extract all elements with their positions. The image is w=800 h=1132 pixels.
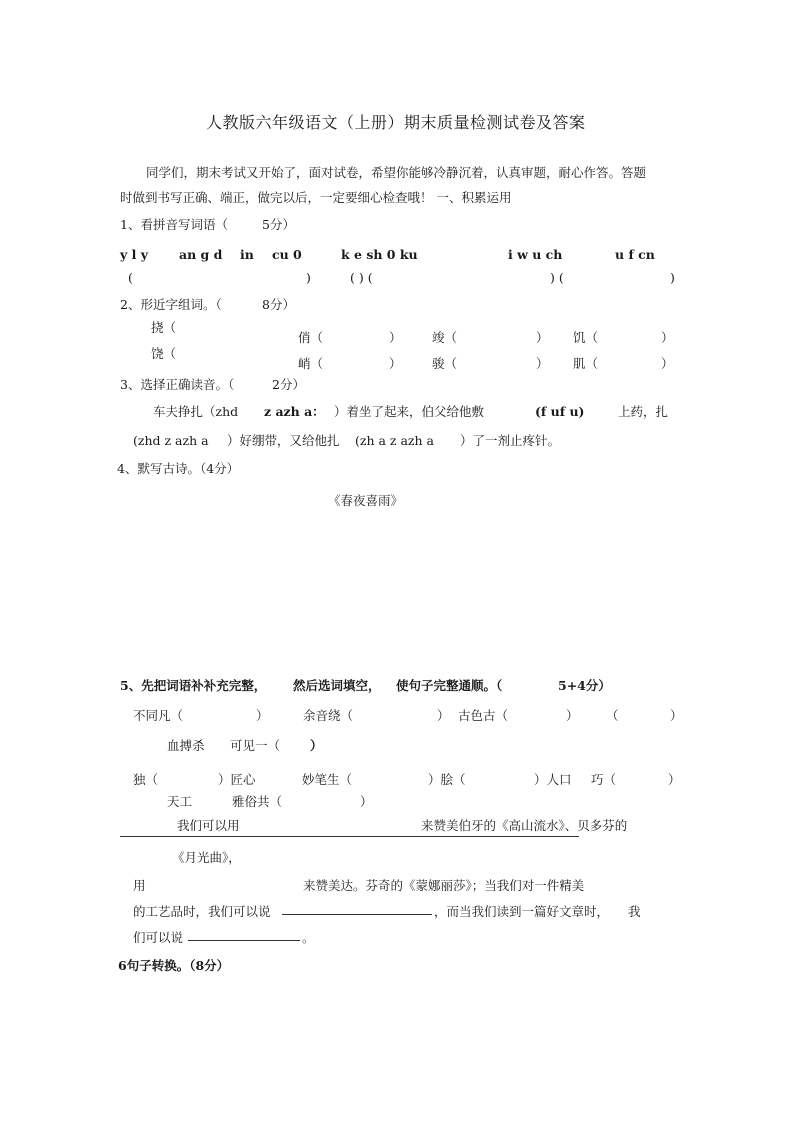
q2-r1-1: 俏（ — [298, 330, 324, 345]
q5-r4-3: ） — [360, 794, 373, 809]
q5-r3-5: ）人口 — [534, 772, 572, 787]
q5-r2-2: 可见一（ — [230, 738, 281, 753]
q5-r1-6: ） — [566, 708, 579, 723]
q2-r2-4: ） — [536, 356, 549, 371]
q1-bracket-3: ( ) ( — [350, 270, 373, 285]
q1-pinyin-4: cu 0 — [272, 247, 302, 262]
q5-s5-2: 。 — [302, 930, 315, 945]
q5-r3-2: ）匠心 — [218, 772, 256, 787]
q5-s1-2: 来赞美伯牙的《高山流水》、贝多芬的 — [421, 818, 628, 833]
q5-r2-3: ） — [310, 738, 323, 753]
q5-r4-1: 天工 — [167, 794, 193, 809]
q1-bracket-2: ) — [306, 270, 311, 285]
q5-r3-3: 妙笔生（ — [302, 772, 353, 787]
q2-r1-6: ） — [661, 330, 674, 345]
q5-s4-1: 的工艺品时，我们可以说 — [133, 904, 271, 919]
q2-left-1: 挠（ — [151, 320, 177, 335]
q5-r3-4: ）脍（ — [428, 772, 466, 787]
q1-pinyin-5: k e sh 0 ku — [341, 247, 418, 262]
q2-r2-2: ） — [389, 356, 402, 371]
q5-label: 5、先把词语补补充完整， — [120, 678, 267, 693]
q2-left-2: 饶（ — [151, 346, 177, 361]
q3-l1-3: ）着坐了起来，伯父给他敷 — [334, 404, 485, 419]
q1-bracket-5: ) — [670, 270, 675, 285]
q5-label-2: 然后选词填空， — [293, 678, 381, 693]
q5-r1-8: ） — [670, 708, 683, 723]
q2-points: 8分） — [262, 297, 295, 312]
q5-label-3: 使句子完整通顺。（ — [396, 678, 503, 693]
q5-s4-blank — [282, 914, 432, 915]
q5-s4-2: ，而当我们读到一篇好文章时， — [434, 904, 610, 919]
q5-s1-underline — [120, 836, 579, 837]
q5-r3-6: 巧（ — [591, 772, 617, 787]
q4-poem-title: 《春夜喜雨》 — [328, 493, 404, 508]
q3-l2-1: (zhd z azh a — [133, 433, 209, 448]
q3-l2-2: ）好绷带，又给他扎 — [227, 433, 340, 448]
q5-s3-1: 用 — [133, 878, 146, 893]
q5-r1-1: 不同凡（ — [133, 708, 184, 723]
q5-s4-3: 我 — [628, 904, 641, 919]
q1-pinyin-2: an g d — [179, 247, 223, 262]
q1-pinyin-6: i w u ch — [508, 247, 563, 262]
q2-r2-3: 骏（ — [432, 356, 458, 371]
q5-r3-1: 独（ — [133, 772, 159, 787]
q5-s3-2: 来赞美达。芬奇的《蒙娜丽莎》；当我们对一件精美 — [303, 878, 585, 893]
q2-r2-5: 肌（ — [573, 356, 599, 371]
q3-points: 2分） — [272, 377, 305, 392]
q5-s2: 《月光曲》， — [172, 850, 241, 865]
q5-s5-1: 们可以说 — [133, 930, 184, 945]
q1-points: 5分） — [262, 217, 295, 232]
q4-label: 4、默写古诗。（4分） — [117, 461, 240, 476]
q2-label: 2、形近字组词。（ — [120, 297, 222, 312]
q2-r1-2: ） — [389, 330, 402, 345]
q3-l2-4: ）了一剂止疼针。 — [460, 433, 561, 448]
q2-r1-4: ） — [536, 330, 549, 345]
q3-l1-5: 上药，扎 — [618, 404, 669, 419]
q2-r1-3: 竣（ — [432, 330, 458, 345]
q3-l2-3: (zh a z azh a — [355, 433, 434, 448]
q3-l1-2: z azh a： — [264, 404, 325, 419]
intro-line-1: 同学们，期末考试又开始了，面对试卷，希望你能够冷静沉着，认真审题，耐心作答。答题 — [146, 165, 647, 180]
q1-bracket-1: ( — [128, 270, 133, 285]
q1-label: 1、看拼音写词语（ — [120, 217, 228, 232]
intro-line-2: 时做到书写正确、端正，做完以后，一定要细心检查哦！ 一、积累运用 — [120, 190, 512, 205]
q5-r1-4: ） — [437, 708, 450, 723]
q5-r1-5: 古色古（ — [458, 708, 509, 723]
q5-r1-2: ） — [256, 708, 269, 723]
page-title: 人教版六年级语文（上册）期末质量检测试卷及答案 — [206, 113, 586, 132]
q2-r2-1: 峭（ — [298, 356, 324, 371]
q5-r3-7: ） — [668, 772, 681, 787]
q5-s5-blank — [188, 940, 300, 941]
q5-r2-1: 血搏杀 — [167, 738, 205, 753]
q5-r1-7: （ — [606, 708, 619, 723]
q3-l1-4: (f uf u) — [535, 404, 585, 419]
q3-l1-1: 车夫挣扎（zhd — [153, 404, 239, 419]
q1-pinyin-1: y l y — [120, 247, 148, 262]
q2-r2-6: ） — [661, 356, 674, 371]
q5-points: 5+4分） — [558, 678, 611, 693]
q5-r1-3: 余音绕（ — [303, 708, 354, 723]
q1-pinyin-7: u f cn — [615, 247, 655, 262]
q2-r1-5: 饥（ — [573, 330, 599, 345]
q5-s1-1: 我们可以用 — [177, 818, 240, 833]
q1-pinyin-3: in — [240, 247, 254, 262]
q6-label: 6句子转换。（8分） — [118, 958, 230, 973]
q1-bracket-4: ) ( — [550, 270, 564, 285]
q3-label: 3、选择正确读音。（ — [120, 377, 235, 392]
q5-r4-2: 雅俗共（ — [232, 794, 283, 809]
